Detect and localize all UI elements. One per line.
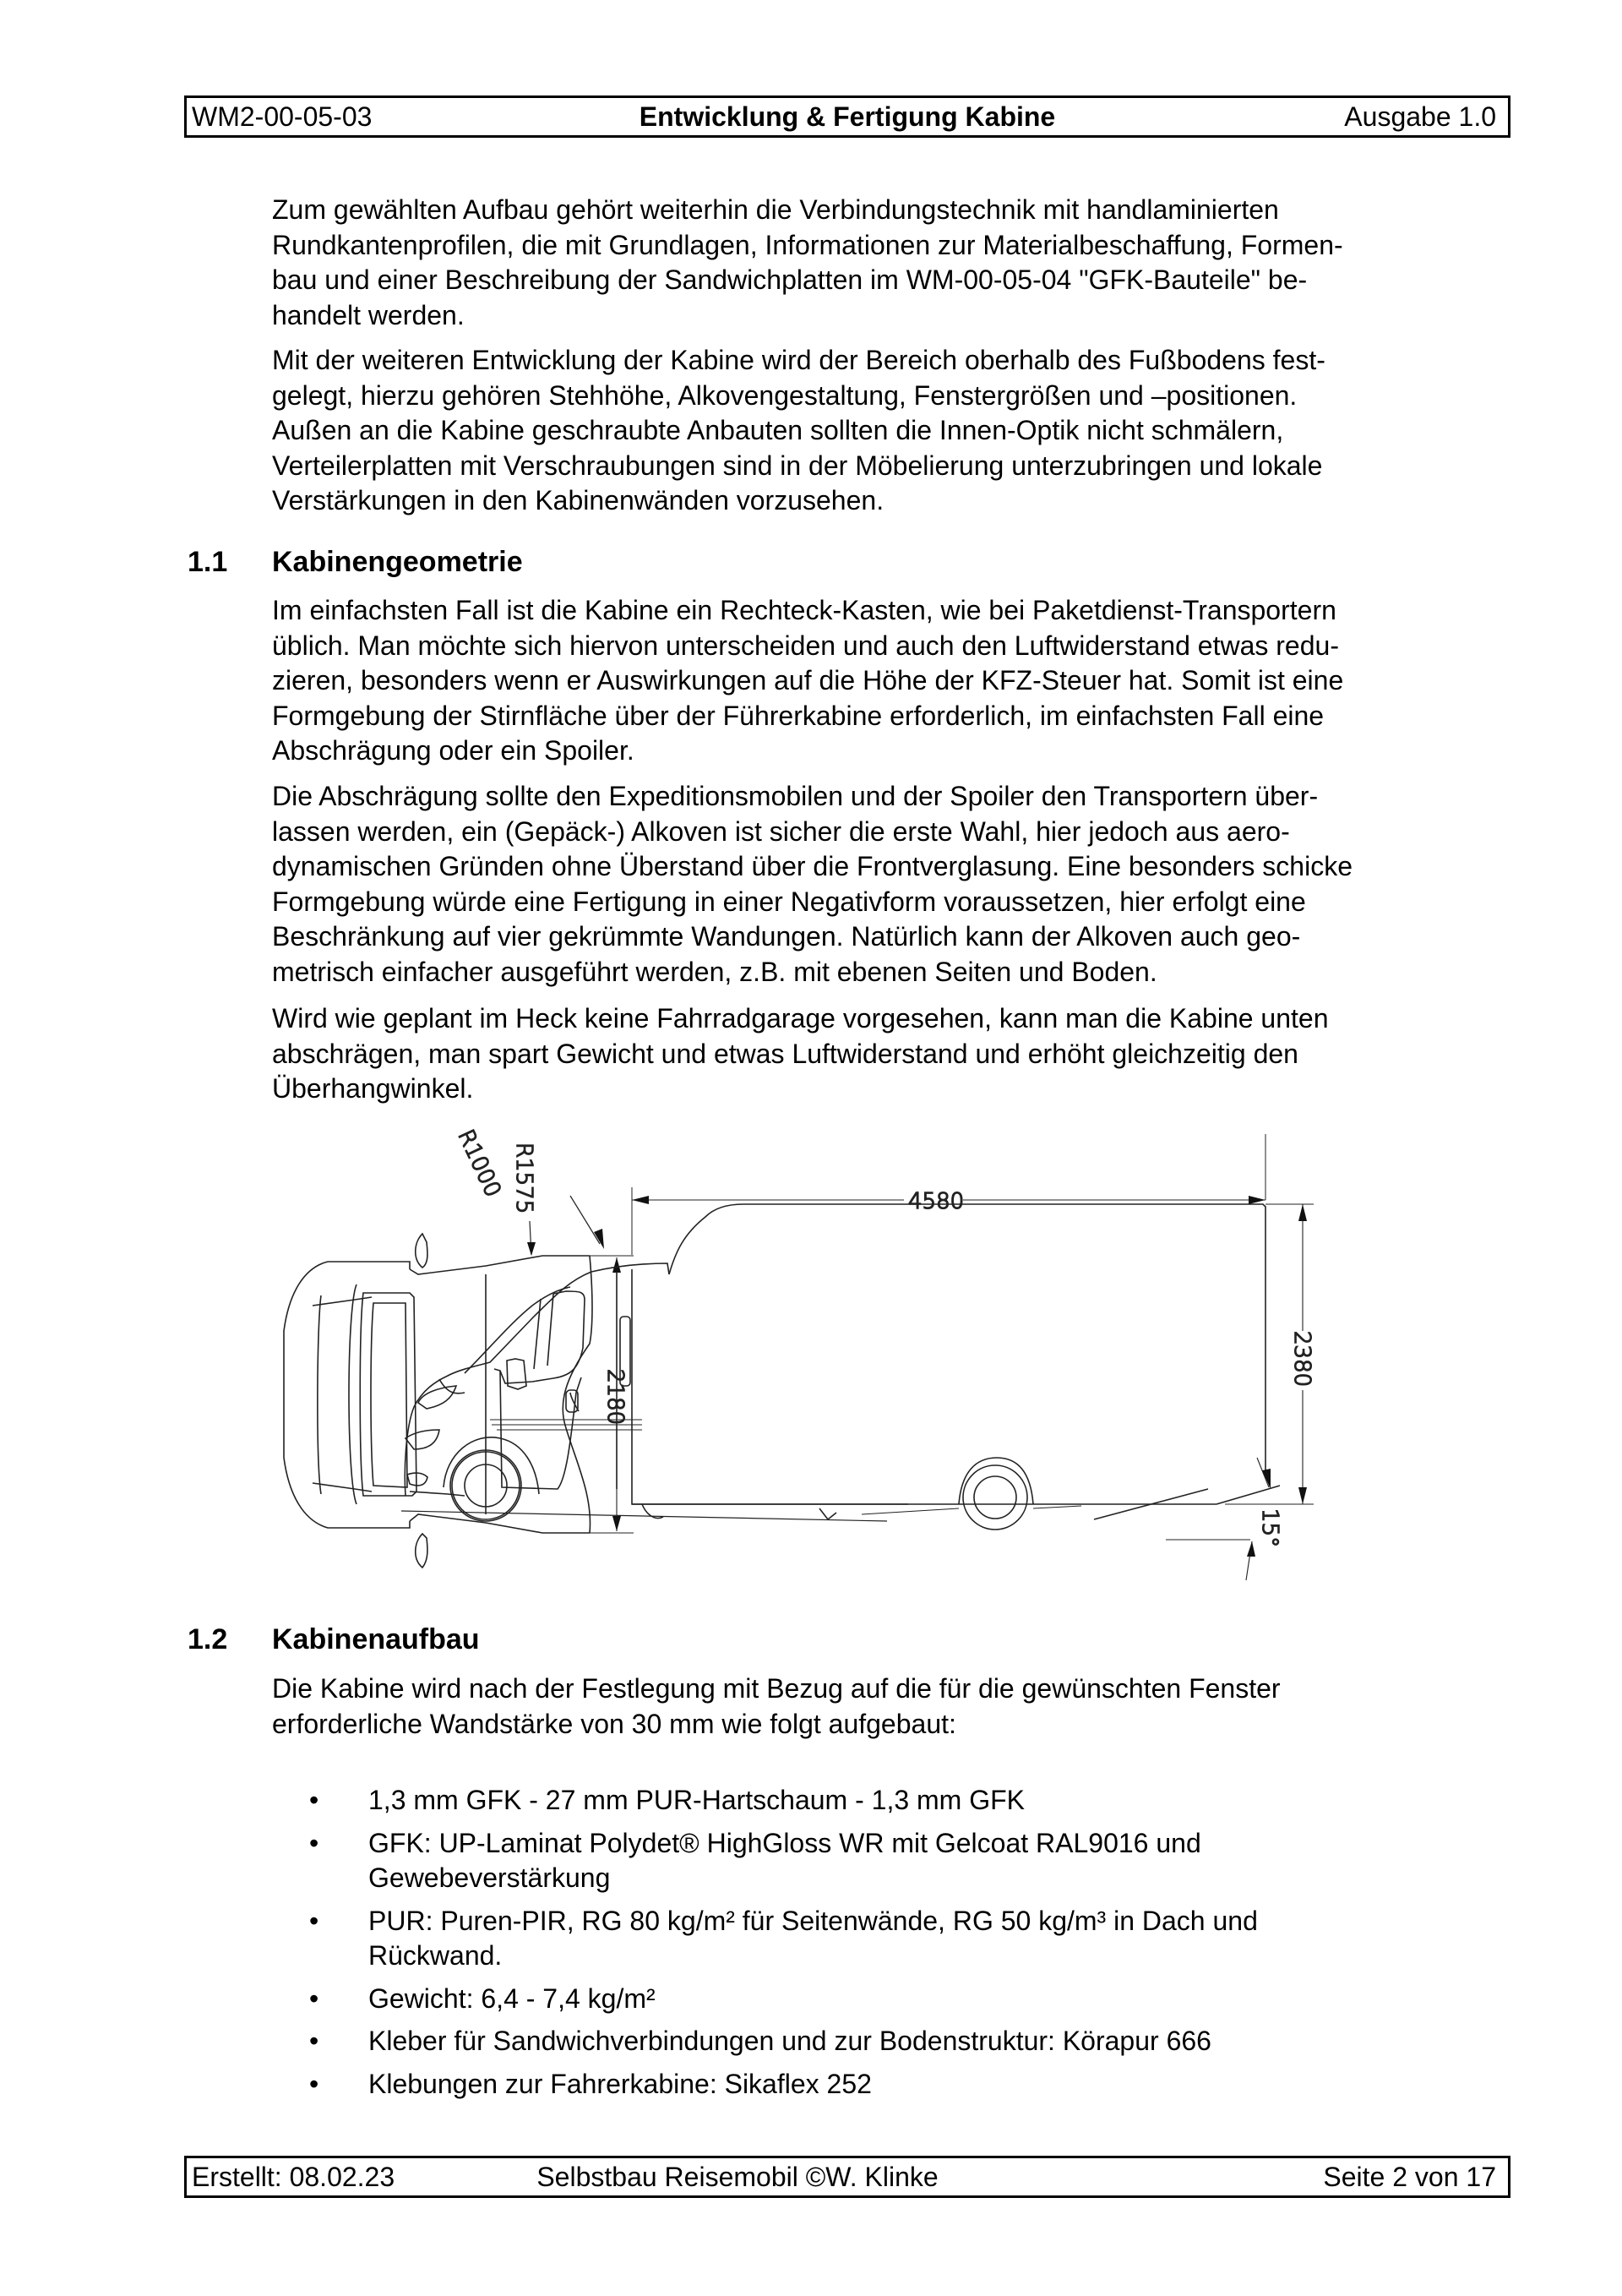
intro-paragraph-1: Zum gewählten Aufbau gehört weiterhin die Verbindungstechnik mit handlaminierten Rundkantenprofilen, die mit Grundlagen, Informationen zur Materialbeschaffung, Formen- bau und einer Beschreibung der Sandwichplatten im WM-00-05-04 "GFK-Bauteile" be- handelt werden. (272, 194, 1343, 330)
side-view-icon (401, 1204, 1280, 1530)
cabin-geometry-drawing (279, 1124, 1478, 1597)
dim-angle-line-icon (1166, 1458, 1271, 1580)
bullet-icon: • (309, 1785, 319, 1815)
r1000-leader-icon (570, 1196, 604, 1249)
list-item: • Kleber für Sandwichverbindungen und zur Bodenstruktur: Körapur 666 (304, 2024, 1487, 2059)
dim-cabin-length: 4580 (908, 1189, 965, 1214)
doc-id: WM2-00-05-03 (192, 101, 373, 132)
bullet-icon: • (309, 1982, 319, 2014)
bullet-icon: • (309, 2026, 319, 2056)
bullet-icon: • (309, 2068, 319, 2099)
page-footer (184, 2156, 1510, 2198)
dim-front-width: 2180 (602, 1369, 628, 1426)
section-1-2-paragraph-1: Die Kabine wird nach der Festlegung mit Bezug auf die für die gewünschten Fenster erforderliche Wandstärke von 30 mm wie folgt aufgebaut: (272, 1673, 1281, 1739)
section-1-1-paragraph-3: Wird wie geplant im Heck keine Fahrradgarage vorgesehen, kann man die Kabine unten abschrägen, man spart Gewicht und etwas Luftwiderstand und erhöht gleichzeitig den Überhangwinkel. (272, 1003, 1329, 1104)
list-item: • 1,3 mm GFK - 27 mm PUR-Hartschaum - 1,3 mm GFK (304, 1783, 1487, 1819)
doc-edition: Ausgabe 1.0 (1344, 101, 1496, 132)
dim-alcove-radius: R1000 (452, 1126, 506, 1202)
dim-front-radius: R1575 (511, 1143, 536, 1214)
list-item: • Klebungen zur Fahrerkabine: Sikaflex 252 (304, 2067, 1487, 2102)
r1575-leader-icon (527, 1221, 536, 1256)
list-item: • GFK: UP-Laminat Polydet® HighGloss WR mit Gelcoat RAL9016 und Gewebeverstärkung (309, 1827, 1201, 1893)
list-item: • Gewicht: 6,4 - 7,4 kg/m² (304, 1982, 1487, 2017)
section-heading-1-1: 1.1 Kabinengeometrie (188, 546, 523, 578)
section-heading-1-2: 1.2 Kabinenaufbau (188, 1623, 480, 1655)
page-number: Seite 2 von 17 (1323, 2161, 1496, 2192)
section-1-1-paragraph-1: Im einfachsten Fall ist die Kabine ein Rechteck-Kasten, wie bei Paketdienst-Transportern üblich. Man möchte sich hiervon unterscheiden und auch den Luftwiderstand etwas redu- zieren, besonders wenn er Auswirkungen auf die Höhe der KFZ-Steuer hat. Somit ist eine Formgebung der Stirnfläche über der Führerkabine erforderlich, im einfachsten Fall eine Abschrägung oder ein Spoiler. (272, 595, 1344, 766)
intro-paragraph-2: Mit der weiteren Entwicklung der Kabine wird der Bereich oberhalb des Fußbodens fest- gelegt, hierzu gehören Stehhöhe, Alkovengestaltung, Fenstergrößen und –positionen. Außen an die Kabine geschraubte Anbauten sollten die Innen-Optik nicht schmälern, Verteilerplatten mit Verschraubungen sind in der Möbelierung unterzubringen und lokale Verstärkungen in den Kabinenwänden vorzusehen. (272, 345, 1325, 515)
list-item: • PUR: Puren-PIR, RG 80 kg/m² für Seitenwände, RG 50 kg/m³ in Dach und Rückwand. (309, 1905, 1258, 1971)
created-date: Erstellt: 08.02.23 (192, 2161, 395, 2192)
page-header (184, 95, 1510, 138)
footer-copyright: Selbstbau Reisemobil ©W. Klinke (536, 2161, 939, 2192)
section-1-1-paragraph-2: Die Abschrägung sollte den Expeditionsmobilen und der Spoiler den Transportern über- lassen werden, ein (Gepäck-) Alkoven ist sicher die erste Wahl, hier jedoch aus aero- dynamischen Gründen ohne Überstand über die Frontverglasung. Eine besonders schicke Formgebung würde eine Fertigung in einer Negativform voraussetzen, hier erfolgt eine Beschränkung auf vier gekrümmte Wandungen. Natürlich kann der Alkoven auch geo- metrisch einfacher ausgeführt werden, z.B. mit ebenen Seiten und Boden. (272, 781, 1353, 987)
dim-cabin-height: 2380 (1289, 1331, 1314, 1388)
dim-overhang-angle: 15° (1257, 1508, 1282, 1548)
cabin-build-list (304, 1783, 1487, 2109)
doc-title: Entwicklung & Fertigung Kabine (639, 101, 1056, 132)
bullet-icon: • (309, 1905, 319, 1936)
bullet-icon: • (309, 1827, 319, 1858)
